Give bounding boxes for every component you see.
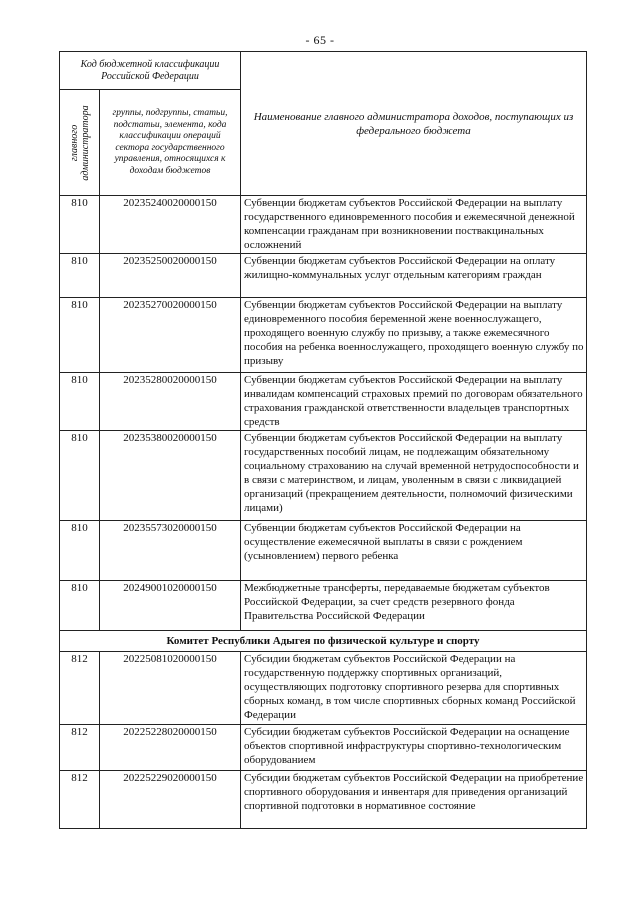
revenue-name-cell: Субсидии бюджетам субъектов Российской Федерации на государственную поддержку спортивных организаций, осуществляющих подготовку спортивного резерва для спортивных сборных команд, в том числе спортивных сборных команд Российской Федерации	[241, 652, 587, 725]
revenue-code-cell: 20235573020000150	[100, 521, 241, 581]
admin-code-cell: 812	[60, 652, 100, 725]
revenue-code-cell: 20249001020000150	[100, 581, 241, 631]
revenue-code-cell: 20235280020000150	[100, 373, 241, 431]
table-row	[60, 771, 587, 829]
admin-code-cell: 810	[60, 373, 100, 431]
budget-classification-table	[59, 51, 587, 829]
revenue-name-cell: Субсидии бюджетам субъектов Российской Федерации на оснащение объектов спортивной инфраструктуры спортивно-технологическим оборудованием	[241, 725, 587, 771]
revenue-name-cell: Субвенции бюджетам субъектов Российской Федерации на выплату единовременного пособия беременной жене военнослужащего, проходящего военную службу по призыву, а также ежемесячного пособия на ребенка военнослужащего, проходящего военную службу по призыву	[241, 298, 587, 373]
admin-code-cell: 810	[60, 581, 100, 631]
revenue-name-cell: Субвенции бюджетам субъектов Российской Федерации на осуществление ежемесячной выплаты в связи с рождением (усыновлением) первого ребенка	[241, 521, 587, 581]
admin-column-header	[60, 90, 100, 196]
code-column-header: группы, подгруппы, статьи, подстатьи, элемента, кода классификации операций сектора государственного управления, относящихся к доходам бюджетов	[100, 90, 241, 196]
admin-code-cell: 812	[60, 725, 100, 771]
table-row	[60, 196, 587, 254]
admin-header-line1: главного	[68, 124, 80, 161]
admin-header-line2: администратора	[79, 104, 91, 181]
classification-group-header: Код бюджетной классификации Российской Федерации	[60, 52, 241, 90]
admin-code-cell: 812	[60, 771, 100, 829]
admin-code-cell: 810	[60, 431, 100, 521]
table-row	[60, 254, 587, 298]
section-row	[60, 631, 587, 652]
header-row-1	[60, 52, 587, 90]
admin-code-cell: 810	[60, 196, 100, 254]
revenue-name-cell: Субвенции бюджетам субъектов Российской Федерации на выплату инвалидам компенсаций страховых премий по договорам обязательного страхования гражданской ответственности владельцев транспортных средств	[241, 373, 587, 431]
revenue-name-cell: Субвенции бюджетам субъектов Российской Федерации на оплату жилищно-коммунальных услуг отдельным категориям граждан	[241, 254, 587, 298]
revenue-code-cell: 20225229020000150	[100, 771, 241, 829]
revenue-code-cell: 20235250020000150	[100, 254, 241, 298]
revenue-name-cell: Субсидии бюджетам субъектов Российской Федерации на приобретение спортивного оборудования и инвентаря для приведения организаций спортивной подготовки в нормативное состояние	[241, 771, 587, 829]
table-row	[60, 521, 587, 581]
revenue-code-cell: 20225081020000150	[100, 652, 241, 725]
table-row	[60, 725, 587, 771]
revenue-code-cell: 20235380020000150	[100, 431, 241, 521]
page-number: - 65 -	[305, 33, 335, 47]
table-row	[60, 373, 587, 431]
revenue-code-cell: 20235270020000150	[100, 298, 241, 373]
section-title: Комитет Республики Адыгея по физической культуре и спорту	[60, 631, 587, 652]
revenue-code-cell: 20225228020000150	[100, 725, 241, 771]
table-row	[60, 581, 587, 631]
admin-code-cell: 810	[60, 521, 100, 581]
name-column-header: Наименование главного администратора доходов, поступающих из федерального бюджета	[241, 52, 587, 196]
table-row	[60, 431, 587, 521]
revenue-code-cell: 20235240020000150	[100, 196, 241, 254]
table-row	[60, 652, 587, 725]
revenue-name-cell: Межбюджетные трансферты, передаваемые бюджетам субъектов Российской Федерации, за счет средств резервного фонда Правительства Российской Федерации	[241, 581, 587, 631]
table-row	[60, 298, 587, 373]
revenue-name-cell: Субвенции бюджетам субъектов Российской Федерации на выплату государственных пособий лицам, не подлежащим обязательному социальному страхованию на случай временной нетрудоспособности и в связи с материнством, и лицам, уволенным в связи с ликвидацией организаций (прекращением деятельности, полномочий физическими лицами)	[241, 431, 587, 521]
revenue-name-cell: Субвенции бюджетам субъектов Российской Федерации на выплату государственного единовременного пособия и ежемесячной денежной компенсации гражданам при возникновении поствакцинальных осложнений	[241, 196, 587, 254]
admin-code-cell: 810	[60, 298, 100, 373]
admin-code-cell: 810	[60, 254, 100, 298]
